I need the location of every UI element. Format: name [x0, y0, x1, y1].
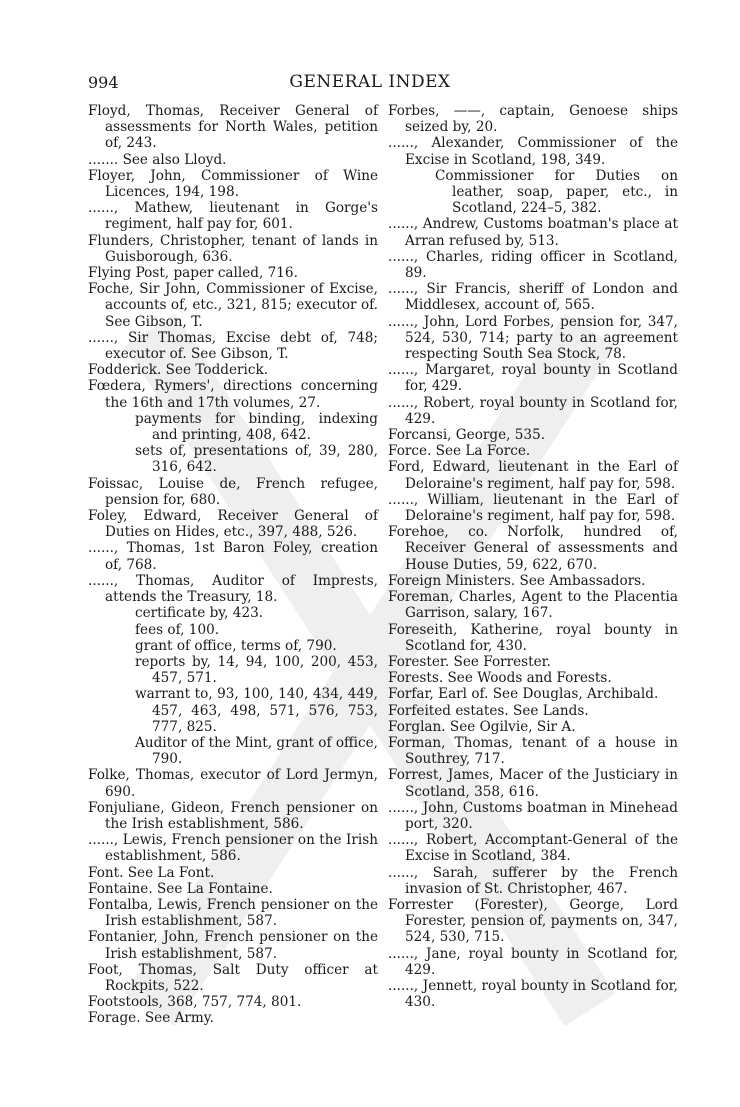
index-entry: Forglan. See Ogilvie, Sir A. [388, 718, 576, 735]
index-entry: Forrest, James, Macer of the Justiciary in Scotland, 358, 616. [388, 767, 678, 800]
index-entry: Foreign Ministers. See Ambassadors. [388, 572, 646, 589]
index-entry: Fodderick. See Todderick. [88, 362, 269, 379]
index-entry: ......, Robert, royal bounty in Scotland for, 429. [388, 394, 678, 427]
index-entry: Forcansi, George, 535. [388, 427, 546, 444]
index-entry: Forehoe, co. Norfolk, hundred of, Receiver General of assessments and House Duties, 59, 622, 670. [388, 524, 678, 573]
index-entry: Fontalba, Lewis, French pensioner on the Irish establishment, 587. [88, 896, 378, 930]
index-entry: ......, John, Customs boatman in Minehead port, 320. [388, 799, 678, 832]
index-subentry: fees of, 100. [135, 621, 220, 638]
index-entry: Flying Post, paper called, 716. [88, 265, 298, 282]
index-entry: ......, Sarah, sufferer by the French invasion of St. Christopher, 467. [388, 864, 678, 897]
index-entry: Font. See La Font. [88, 864, 215, 881]
index-entry: ......, Margaret, royal bounty in Scotland for, 429. [388, 362, 678, 395]
index-subentry: Auditor of the Mint, grant of office, 790. [135, 734, 378, 768]
index-entry: Forage. See Army. [88, 1010, 214, 1027]
index-subentry: sets of, presentations of, 39, 280, 316, 642. [135, 443, 378, 476]
index-subentry: payments for binding, indexing and printing, 408, 642. [135, 410, 378, 444]
index-entry: Foche, Sir John, Commissioner of Excise, accounts of, etc., 321, 815; executor of. See Gibson, T. [88, 281, 378, 330]
index-entry: ......, Charles, riding officer in Scotland, 89. [388, 248, 678, 282]
index-entry: Force. See La Force. [388, 443, 531, 460]
index-entry: ......, Sir Thomas, Excise debt of, 748; executor of. See Gibson, T. [88, 329, 378, 363]
page-number: 994 [88, 73, 119, 92]
index-subentry: certificate by, 423. [135, 605, 264, 622]
index-entry: Forester. See Forrester. [388, 653, 551, 670]
index-entry: ......, Thomas, Auditor of Imprests, attends the Treasury, 18. [88, 572, 378, 606]
index-entry: ......, Alexander, Commissioner of the Excise in Scotland, 198, 349. [388, 135, 678, 168]
index-entry: ......, Jane, royal bounty in Scotland for, 429. [388, 945, 678, 978]
index-entry: Forests. See Woods and Forests. [388, 670, 612, 687]
index-entry: Forman, Thomas, tenant of a house in Southrey, 717. [388, 734, 678, 768]
index-entry: Foot, Thomas, Salt Duty officer at Rockpits, 522. [88, 961, 378, 994]
index-entry: Fœdera, Rymers', directions concerning the 16th and 17th volumes, 27. [88, 378, 378, 411]
index-entry: Foley, Edward, Receiver General of Duties on Hides, etc., 397, 488, 526. [88, 508, 378, 541]
index-entry: ......, Jennett, royal bounty in Scotland for, 430. [388, 977, 678, 1011]
index-entry: ......, Thomas, 1st Baron Foley, creation of, 768. [88, 540, 378, 573]
index-entry: Flunders, Christopher, tenant of lands in Guisborough, 636. [88, 232, 378, 265]
index-entry: Forfar, Earl of. See Douglas, Archibald. [388, 686, 659, 703]
index-entry: ....... See also Lloyd. [88, 151, 227, 168]
index-entry: Forrester (Forester), George, Lord Forester, pension of, payments on, 347, 524, 530, 715. [388, 896, 678, 946]
index-entry: Ford, Edward, lieutenant in the Earl of Deloraine's regiment, half pay for, 598. [388, 459, 678, 492]
index-entry: Footstools, 368, 757, 774, 801. [88, 994, 302, 1011]
left-column [88, 103, 378, 1027]
index-entry: Foreman, Charles, Agent to the Placentia Garrison, salary, 167. [388, 589, 678, 622]
index-entry: Folke, Thomas, executor of Lord Jermyn, 690. [88, 767, 378, 800]
index-subentry: Commissioner for Duties on leather, soap, paper, etc., in Scotland, 224–5, 382. [435, 167, 678, 217]
index-entry: Floyer, John, Commissioner of Wine Licences, 194, 198. [88, 167, 378, 201]
index-entry: ......, Robert, Accomptant-General of the Excise in Scotland, 384. [388, 832, 678, 865]
index-entry: ......, Mathew, lieutenant in Gorge's regiment, half pay for, 601. [88, 200, 378, 233]
index-entry: Fontaine. See La Fontaine. [88, 880, 273, 897]
index-entry: Fontanier, John, French pensioner on the Irish establishment, 587. [88, 929, 378, 962]
index-entry: ......, Lewis, French pensioner on the Irish establishment, 586. [88, 832, 378, 865]
index-entry: Floyd, Thomas, Receiver General of assessments for North Wales, petition of, 243. [88, 103, 378, 152]
index-entry: Forbes, ——, captain, Genoese ships seized by, 20. [388, 103, 678, 136]
index-entry: Forfeited estates. See Lands. [388, 702, 589, 719]
index-entry: Fonjuliane, Gideon, French pensioner on the Irish establishment, 586. [88, 799, 378, 832]
index-entry: Foissac, Louise de, French refugee, pension for, 680. [88, 475, 378, 508]
index-subentry: reports by, 14, 94, 100, 200, 453, 457, 571. [135, 653, 378, 687]
right-column [388, 103, 678, 1010]
index-entry: ......, William, lieutenant in the Earl of Deloraine's regiment, half pay for, 598. [388, 491, 678, 525]
index-entry: ......, Andrew, Customs boatman's place at Arran refused by, 513. [388, 216, 678, 249]
page-title: GENERAL INDEX [289, 72, 451, 92]
index-subentry: grant of office, terms of, 790. [135, 637, 337, 654]
index-subentry: warrant to, 93, 100, 140, 434, 449, 457, 463, 498, 571, 576, 753, 777, 825. [135, 686, 378, 735]
index-entry: ......, Sir Francis, sheriff of London and Middlesex, account of, 565. [388, 281, 678, 314]
index-entry: ......, John, Lord Forbes, pension for, 347, 524, 530, 714; party to an agreement respecting South Sea Stock, 78. [388, 313, 678, 363]
index-entry: Foreseith, Katherine, royal bounty in Scotland for, 430. [388, 621, 678, 654]
